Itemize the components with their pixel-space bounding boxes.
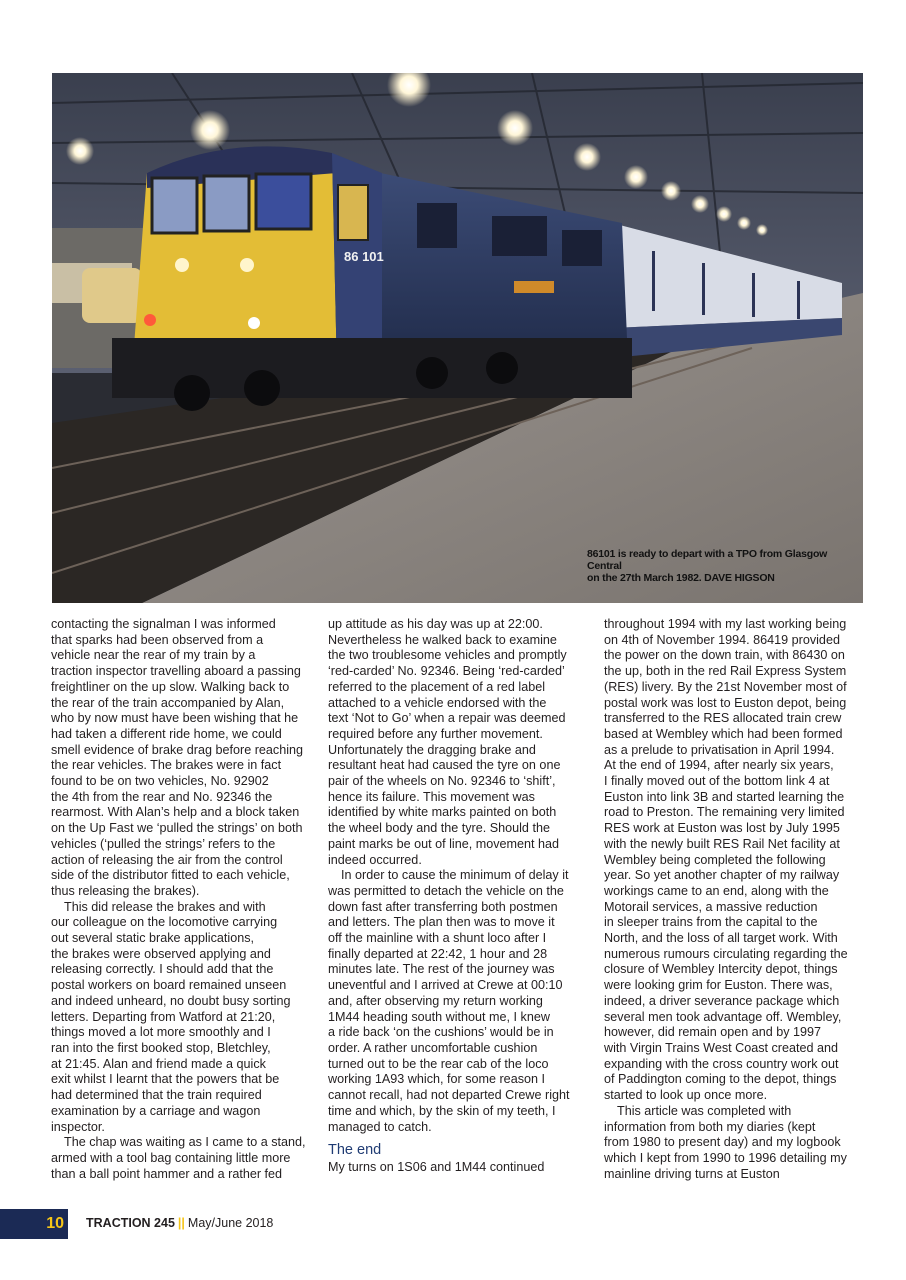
caption-line-2: on the 27th March 1982. DAVE HIGSON [587, 572, 775, 584]
footer-title [86, 1216, 273, 1230]
issue-date: May/June 2018 [187, 1216, 274, 1230]
photo-caption [587, 548, 857, 584]
article-column-3 [604, 617, 864, 1182]
paragraph: This did release the brakes and with our colleague on the locomotive carrying out several static brake applications, the brakes were observed applying and releasing correctly. I should add that the postal workers on board remained unseen and indeed unheard, no doubt busy sorting letters. Departing from Watford at 21:20, things moved a lot more smoothly and I ran into the first booked stop, Bletchley, at 21:45. Alan and friend made a quick exit whilst I learnt that the powers that be had determined that the train required examination by a carriage and wagon inspector. [51, 899, 291, 1134]
locomotive-illustration [52, 73, 863, 603]
cab-number: 86 101 [344, 249, 384, 264]
paragraph: The chap was waiting as I came to a stand, armed with a tool bag containing little more than a ball point hammer and a rather fed [51, 1135, 306, 1181]
magazine-title: TRACTION 245 [86, 1216, 175, 1230]
article-column-2 [328, 617, 588, 1176]
paragraph: This article was completed with information from both my diaries (kept from 1980 to present day) and my logbook which I kept from 1990 to 1996 detailing my mainline driving turns at Euston [604, 1103, 847, 1181]
paragraph: My turns on 1S06 and 1M44 continued [328, 1160, 545, 1175]
section-heading: The end [328, 1142, 382, 1159]
paragraph: up attitude as his day was up at 22:00. Nevertheless he walked back to examine the two troublesome vehicles and promptly ‘red-carded’ No. 92346. Being ‘red-carded’ referred to the placement of a red label attached to a vehicle endorsed with the text ‘Not to Go’ when a repair was deemed required before any further movement. Unfortunately the dragging brake and resultant heat had caused the tyre on one pair of the wheels on No. 92346 to ‘shift’, hence its failure. This movement was identified by white marks painted on both the wheel body and the tyre. Should the paint marks be out of line, movement had indeed occurred. [328, 617, 567, 867]
page-number: 10 [0, 1209, 68, 1239]
locomotive-photo [52, 73, 863, 603]
paragraph: throughout 1994 with my last working being on 4th of November 1994. 86419 provided the power on the down train, with 86430 on the up, both in the red Rail Express System (RES) livery. By the 21st November most of postal work was lost to Euston depot, being transferred to the RES allocated train crew based at Wembley which had been formed as a prelude to privatisation in April 1994. At the end of 1994, after nearly six years, I finally moved out of the bottom link 4 at Euston into link 3B and started learning the road to Preston. The remaining very limited RES work at Euston was lost by July 1995 with the newly built RES Rail Net facility at Wembley being completed the following year. So yet another chapter of my railway workings came to an end, along with the Motorail services, a massive reduction in sleeper trains from the capital to the North, and the loss of all target work. With numerous rumours circulating regarding the closure of Wembley Intercity depot, things were looking grim for Euston. There was, indeed, a driver severance package which several men took advantage off. Wembley, however, did remain open and by 1997 with Virgin Trains West Coast created and expanding with the cross country work out of Paddington coming to the depot, things started to look up once more. [604, 617, 848, 1103]
footer-separator: || [177, 1216, 185, 1230]
page-footer [0, 1209, 906, 1239]
caption-line-1: 86101 is ready to depart with a TPO from Glasgow Central [587, 548, 828, 572]
paragraph: In order to cause the minimum of delay it was permitted to detach the vehicle on the down fast after transferring both postmen and letters. The plan then was to move it off the mainline with a shunt loco after I finally departed at 22:42, 1 hour and 28 minutes late. The rest of the journey was uneventful and I arrived at Crewe at 00:10 and, after observing my return working 1M44 heading south without me, I knew a ride back ‘on the cushions’ would be in order. A rather uncomfortable cushion turned out to be the rear cab of the loco working 1A93 which, for some reason I cannot recall, had not departed Crewe right time and which, by the skin of my teeth, I managed to catch. [328, 868, 570, 1134]
paragraph: contacting the signalman I was informed that sparks had been observed from a vehicle near the rear of my train by a traction inspector travelling aboard a passing freightliner on the up slow. Walking back to the rear of the train accompanied by Alan, who by now must have been wishing that he had taken a different ride home, we could smell evidence of brake drag before reaching the rear vehicles. The brakes were in fact found to be on two vehicles, No. 92902 the 4th from the rear and No. 92346 the rearmost. With Alan’s help and a block taken on the Up Fast we ‘pulled the strings’ on both vehicles (‘pulled the strings’ refers to the action of releasing the air from the control side of the distributor fitted to each vehicle, thus releasing the brakes). [51, 617, 304, 898]
article-column-1 [51, 617, 311, 1182]
